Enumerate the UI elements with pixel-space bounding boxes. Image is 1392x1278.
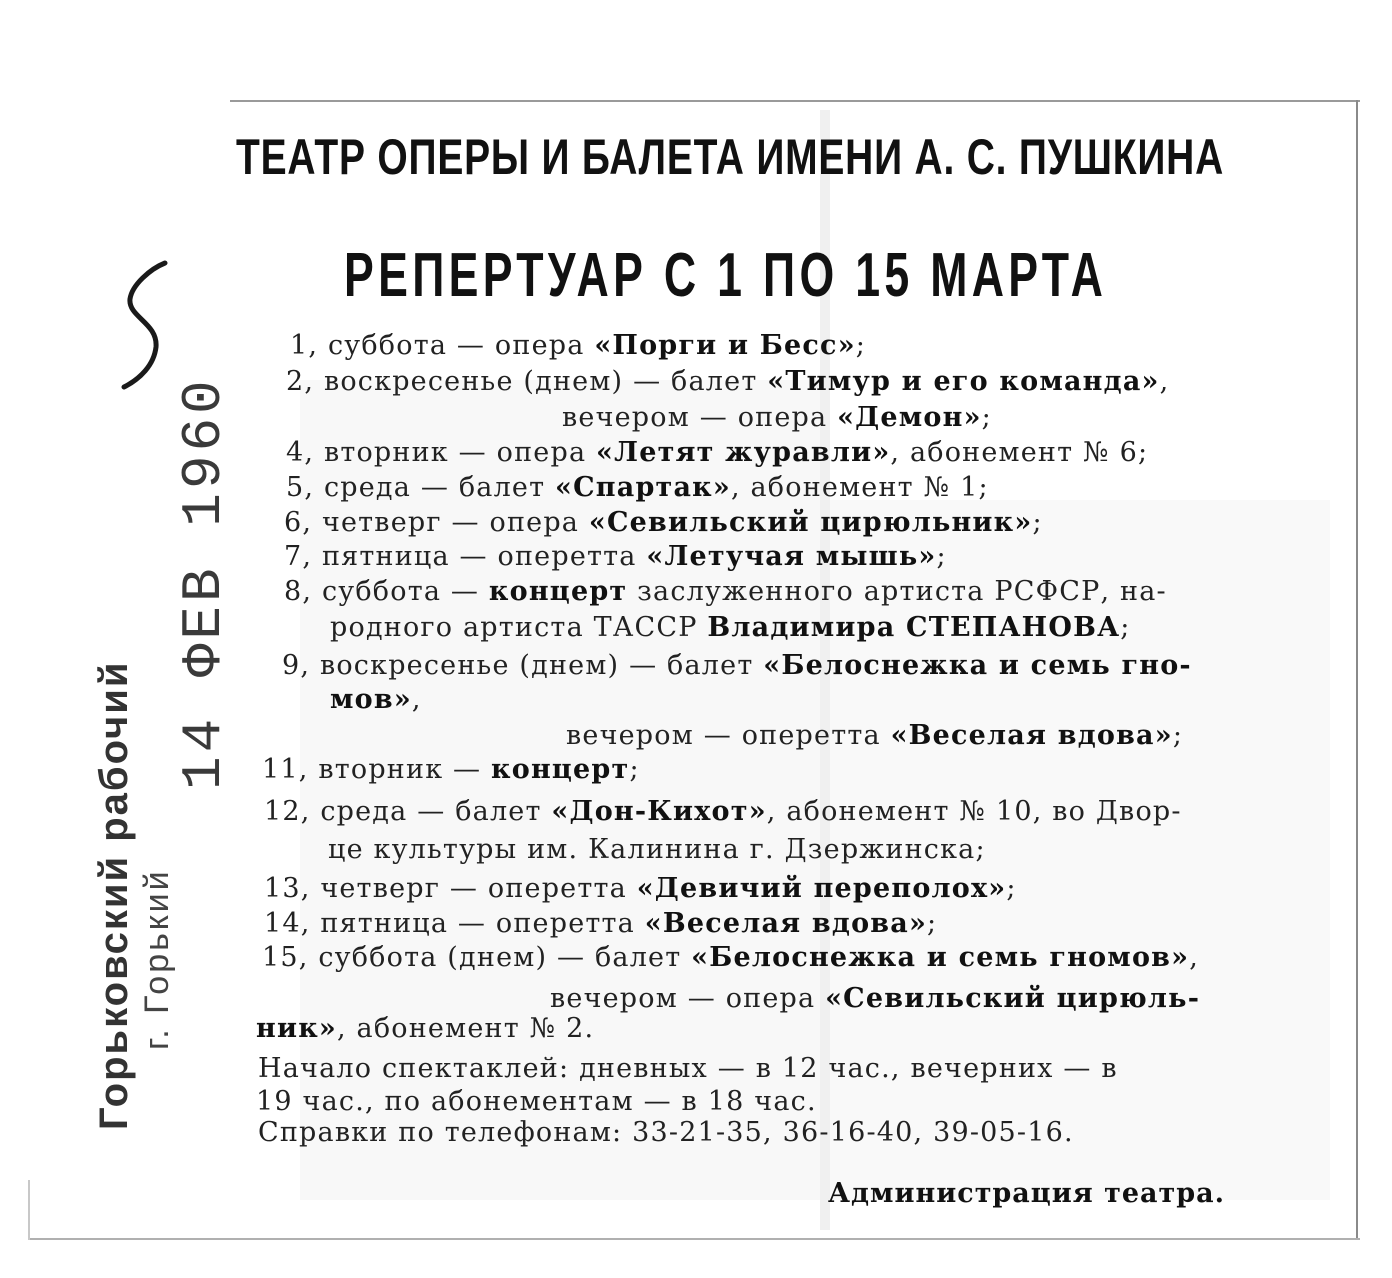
repertoire-line: 2, воскресенье (днем) — балет «Тимур и его команда», bbox=[286, 366, 1170, 397]
repertoire-line: вечером — опера «Демон»; bbox=[562, 402, 992, 433]
administration-signature: Администрация театра. bbox=[828, 1178, 1226, 1209]
repertoire-line: вечером — оперетта «Веселая вдова»; bbox=[566, 720, 1184, 751]
repertoire-line: 14, пятница — оперетта «Веселая вдова»; bbox=[264, 908, 938, 939]
repertoire-line: мов», bbox=[330, 684, 422, 715]
theatre-title: ТЕАТР ОПЕРЫ И БАЛЕТА ИМЕНИ А. С. ПУШКИНА bbox=[236, 129, 1225, 185]
repertoire-heading: РЕПЕРТУАР С 1 ПО 15 МАРТА bbox=[344, 241, 1108, 310]
clipping-edge-left bbox=[28, 1180, 30, 1240]
repertoire-line: це культуры им. Калинина г. Дзержинска; bbox=[328, 834, 986, 865]
stamp-newspaper-name: Горьковский рабочий bbox=[92, 660, 136, 1130]
repertoire-line: ник», абонемент № 2. bbox=[256, 1013, 595, 1044]
repertoire-line: вечером — опера «Севильский цирюль- bbox=[550, 983, 1201, 1014]
handwritten-mark bbox=[110, 255, 180, 395]
repertoire-line: 8, суббота — концерт заслуженного артиста РСФСР, на- bbox=[284, 576, 1167, 607]
repertoire-line: 13, четверг — оперетта «Девичий переполох»; bbox=[264, 873, 1017, 904]
repertoire-line: 7, пятница — оперетта «Летучая мышь»; bbox=[284, 541, 947, 572]
performance-times-line: Начало спектаклей: дневных — в 12 час., вечерних — в bbox=[258, 1053, 1118, 1084]
clipping-edge-right bbox=[1356, 100, 1358, 1240]
repertoire-line: 11, вторник — концерт; bbox=[262, 754, 640, 785]
clipping-edge-bottom bbox=[30, 1238, 1360, 1240]
archive-stamp bbox=[92, 376, 270, 1130]
repertoire-line: родного артиста ТАССР Владимира СТЕПАНОВА; bbox=[330, 612, 1131, 643]
repertoire-line: 1, суббота — опера «Порги и Бесс»; bbox=[290, 330, 867, 361]
phone-info-line: Справки по телефонам: 33-21-35, 36-16-40, 39-05-16. bbox=[258, 1117, 1074, 1148]
stamp-date: 14 ФЕВ 1960 bbox=[172, 376, 236, 790]
stamp-city: г. Горький bbox=[138, 868, 176, 1050]
repertoire-line: 15, суббота (днем) — балет «Белоснежка и семь гномов», bbox=[262, 942, 1199, 973]
repertoire-line: 4, вторник — опера «Летят журавли», абонемент № 6; bbox=[286, 437, 1149, 468]
repertoire-line: 5, среда — балет «Спартак», абонемент № 1; bbox=[286, 472, 989, 503]
clipping-edge-top bbox=[230, 100, 1360, 102]
performance-times-line: 19 час., по абонементам — в 18 час. bbox=[256, 1086, 817, 1117]
repertoire-line: 12, среда — балет «Дон-Кихот», абонемент № 10, во Двор- bbox=[264, 796, 1182, 827]
repertoire-line: 6, четверг — опера «Севильский цирюльник»; bbox=[284, 507, 1043, 538]
repertoire-line: 9, воскресенье (днем) — балет «Белоснежка и семь гно- bbox=[282, 650, 1192, 681]
